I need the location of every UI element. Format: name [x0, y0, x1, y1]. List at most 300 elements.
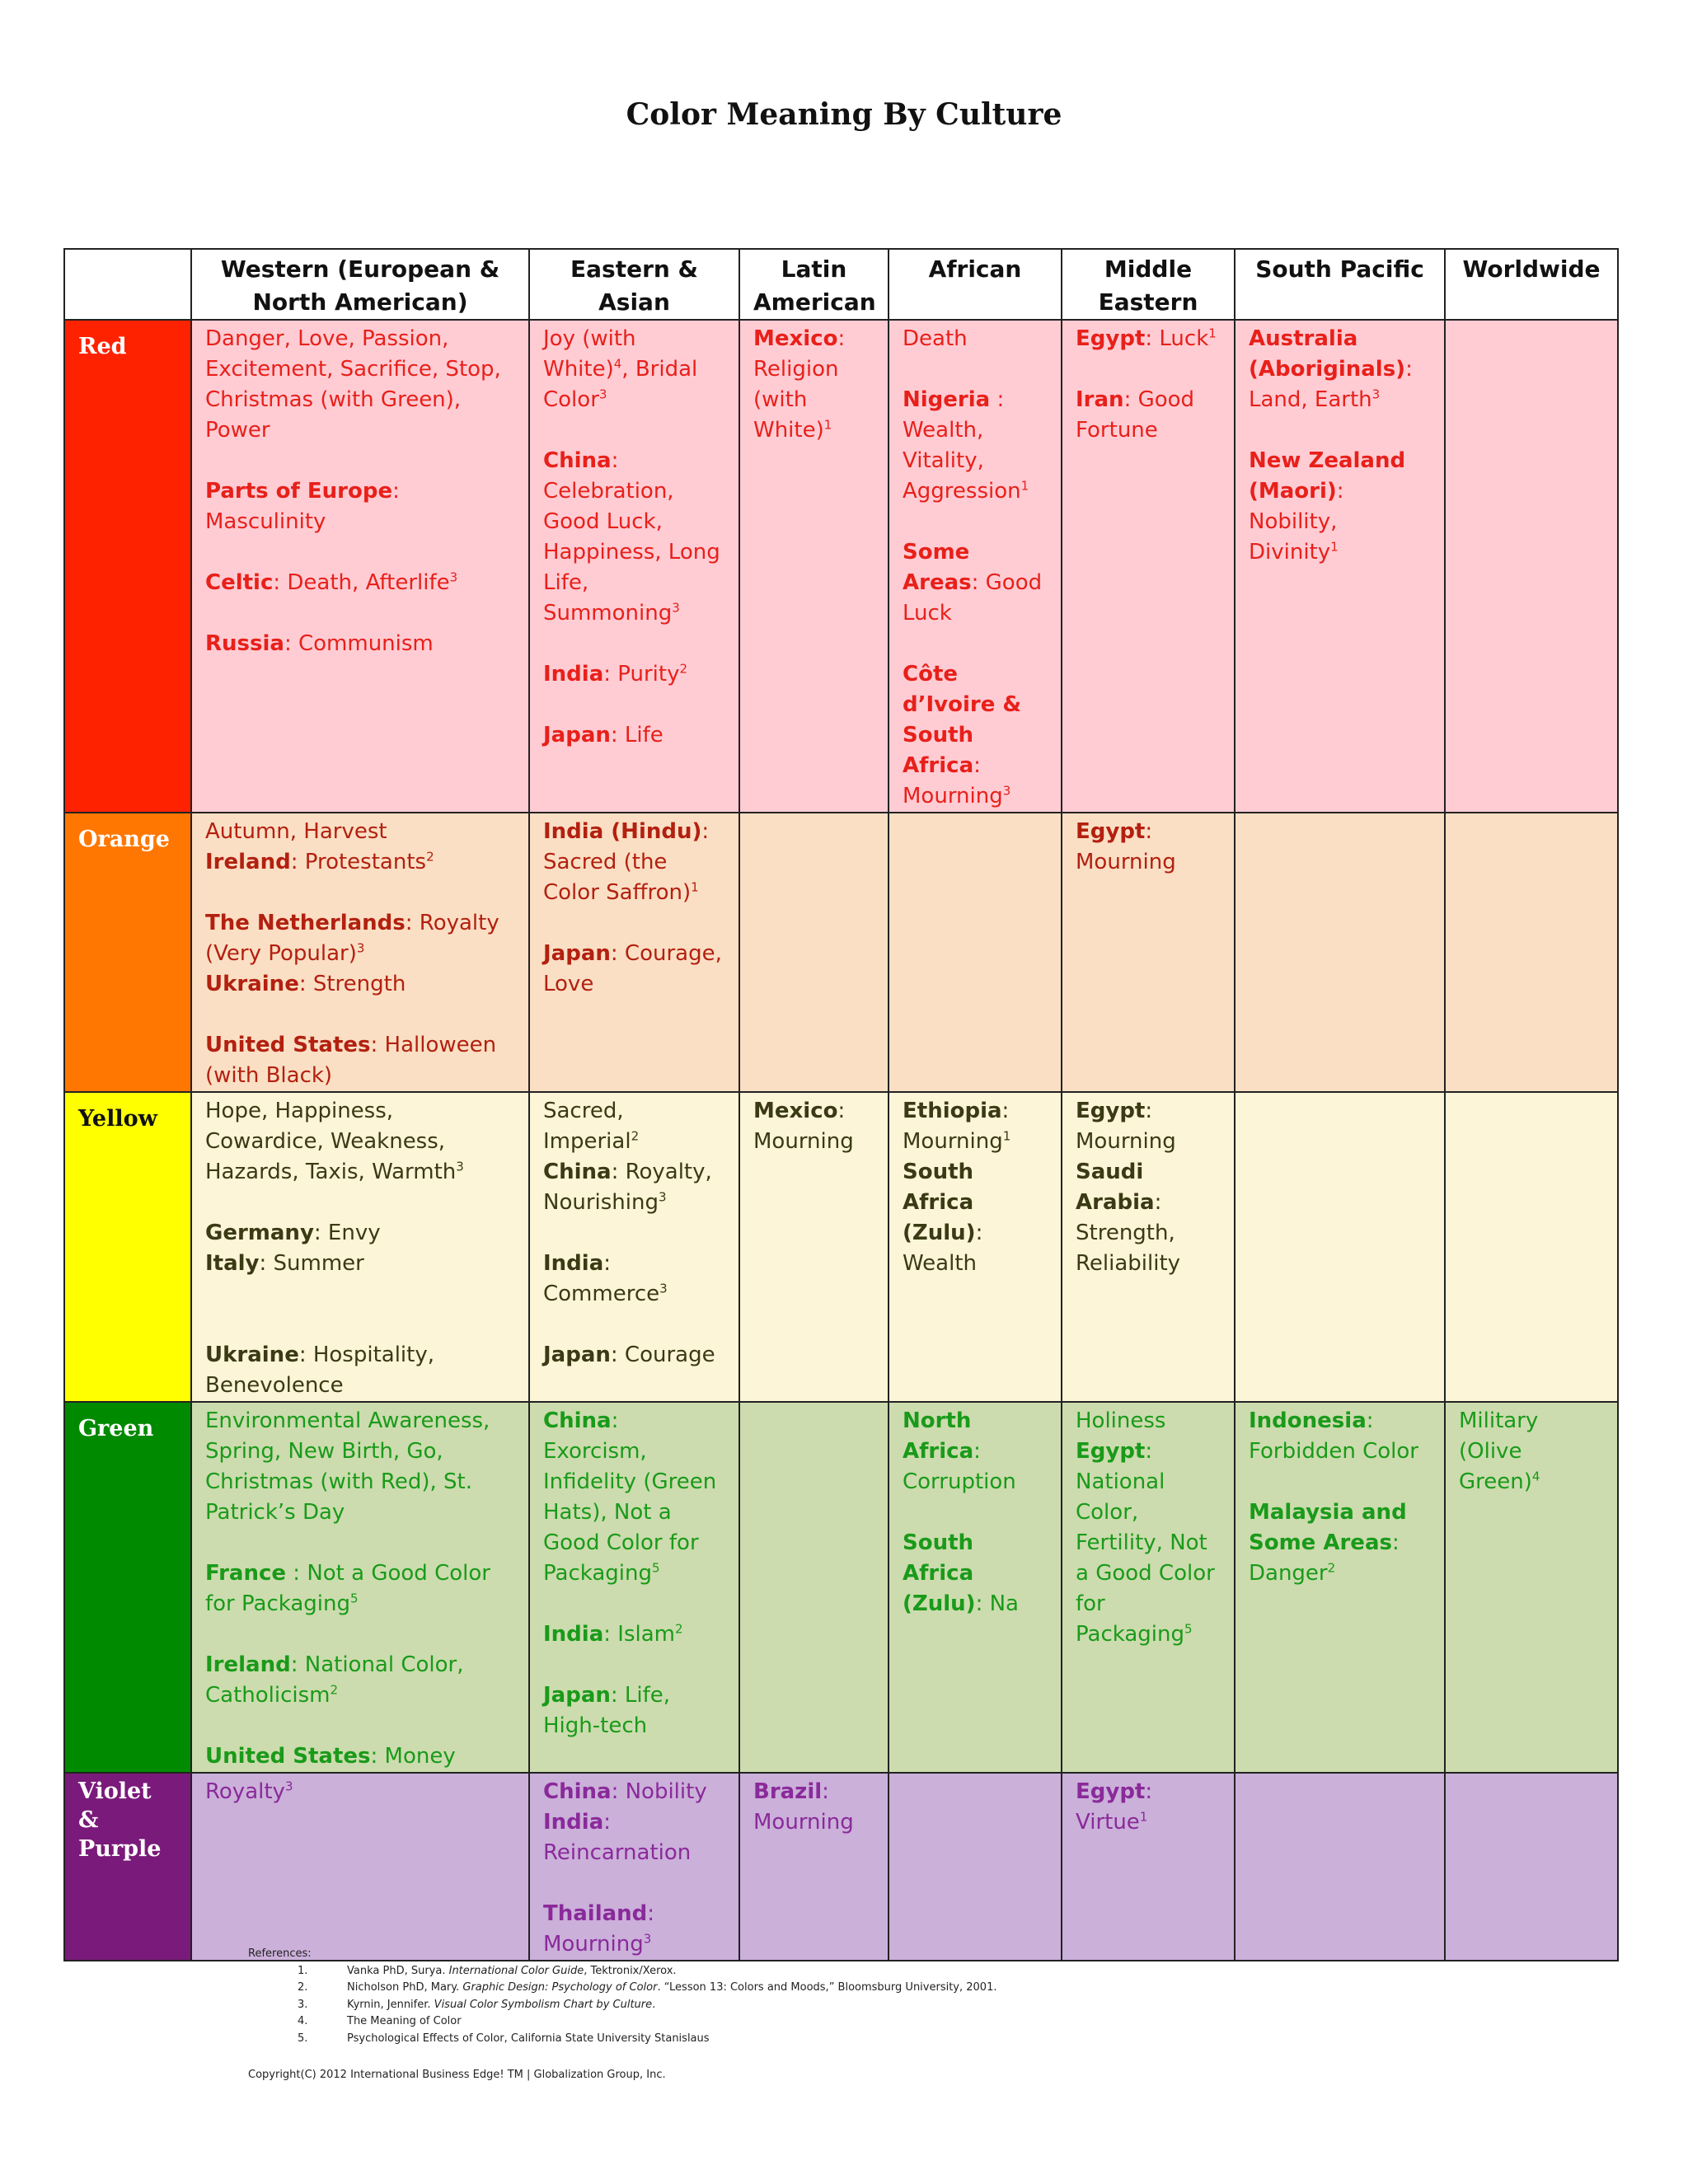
meaning-paragraph [1249, 324, 1431, 415]
meaning-text: : Mourning [543, 1901, 655, 1957]
meaning-paragraph [903, 1406, 1048, 1497]
meaning-cell [191, 1402, 529, 1773]
meaning-text: : Wealth [903, 1221, 983, 1276]
footnote-ref: 2 [426, 849, 434, 865]
meaning-cell [739, 1402, 889, 1773]
meaning-paragraph [205, 476, 515, 537]
meaning-paragraph [903, 1096, 1048, 1157]
footnote-ref: 2 [631, 1128, 640, 1144]
meaning-paragraph [205, 1777, 515, 1807]
meaning-text: : Masculinity [205, 479, 400, 534]
meaning-cell [191, 813, 529, 1092]
paragraph-gap [205, 1310, 515, 1340]
region-name: United States [205, 1033, 371, 1057]
meaning-paragraph [205, 969, 515, 1000]
meaning-paragraph [1249, 1497, 1431, 1589]
meaning-paragraph [903, 385, 1048, 507]
footnote-ref: 3 [598, 387, 607, 402]
color-row-yellow [64, 1092, 1618, 1402]
meaning-cell [191, 1092, 529, 1402]
footnote-ref: 3 [658, 1189, 667, 1205]
meaning-text: : Mourning [753, 1099, 854, 1154]
region-name: Japan [543, 723, 611, 748]
reference-part: , Tektronix/Xerox. [584, 1964, 677, 1977]
copyright-notice: Copyright(C) 2012 International Business Edge! TM | Globalization Group, Inc. [248, 2069, 666, 2081]
reference-part: . “Lesson 13: Colors and Moods,” Bloomsburg University, 2001. [657, 1981, 997, 1994]
reference-text [347, 2031, 710, 2048]
meaning-cell [1062, 320, 1235, 813]
meaning-paragraph [1076, 324, 1221, 354]
footnote-ref: 1 [1002, 1128, 1011, 1144]
footnote-ref: 1 [1330, 539, 1339, 555]
meaning-paragraph [543, 1096, 725, 1157]
meaning-text: : Mourning [753, 1779, 854, 1835]
footnote-ref: 1 [1208, 326, 1217, 341]
meaning-cell [1235, 813, 1445, 1092]
region-name: Brazil [753, 1779, 823, 1804]
footnote-ref: 3 [456, 1159, 464, 1174]
meaning-cell [889, 1402, 1062, 1773]
paragraph-gap [205, 1528, 515, 1558]
reference-item [248, 1997, 996, 2014]
meaning-paragraph [543, 1619, 725, 1650]
meaning-cell [529, 1773, 739, 1961]
footnote-ref: 1 [823, 417, 832, 433]
reference-number: 2. [298, 1981, 308, 1994]
region-name: Côte d’Ivoire & South Africa [903, 662, 1022, 778]
meaning-text: Environmental Awareness, Spring, New Birth, Go, Christmas (with Red), St. Patrick’s Day [205, 1408, 490, 1525]
meaning-text: : Virtue [1076, 1779, 1153, 1835]
footnote-ref: 3 [356, 940, 365, 956]
meaning-text: : Celebration, Good Luck, Happiness, Long Life, Summoning [543, 448, 720, 626]
reference-number: 3. [298, 1998, 308, 2011]
region-name: Germany [205, 1221, 314, 1245]
reference-item [248, 2013, 996, 2031]
meaning-text: : Religion (with White) [753, 326, 846, 443]
meaning-text: : Royalty, Nourishing [543, 1160, 712, 1215]
paragraph-gap [903, 507, 1048, 537]
reference-part: The Meaning of Color [347, 2015, 462, 2027]
meaning-text: : Courage [610, 1343, 715, 1367]
meaning-cell [1062, 813, 1235, 1092]
footnote-ref: 2 [1327, 1560, 1336, 1576]
meaning-paragraph [543, 939, 725, 1000]
meaning-text: : Courage, Love [543, 941, 722, 996]
meaning-cell [1445, 1773, 1618, 1961]
meaning-text: : Strength, Reliability [1076, 1190, 1181, 1276]
reference-number: 4. [298, 2015, 308, 2027]
meaning-paragraph [753, 1777, 874, 1838]
paragraph-gap [543, 908, 725, 939]
footnote-ref: 3 [284, 1779, 293, 1794]
region-name: Some Areas [903, 540, 972, 595]
region-name: Japan [543, 941, 611, 966]
footnote-ref: 2 [675, 1621, 683, 1637]
column-header-south-pacific: South Pacific [1235, 249, 1445, 320]
meaning-paragraph [543, 446, 725, 629]
column-header-middle-eastern: Middle Eastern [1062, 249, 1235, 320]
meaning-paragraph [543, 659, 725, 690]
meaning-text: : Mourning [903, 1099, 1010, 1154]
meaning-paragraph [1459, 1406, 1604, 1497]
meaning-text: Death [903, 326, 968, 351]
reference-number: 5. [298, 2032, 308, 2045]
meaning-text: : Mourning [903, 753, 1003, 808]
region-name: Nigeria [903, 387, 991, 412]
region-name: Japan [543, 1343, 611, 1367]
footnote-ref: 1 [1020, 478, 1029, 494]
meaning-text: : Forbidden Color [1249, 1408, 1418, 1464]
region-name: China [543, 448, 612, 473]
paragraph-gap [903, 354, 1048, 385]
reference-item [248, 1980, 996, 1997]
region-name: North Africa [903, 1408, 974, 1464]
meaning-paragraph [205, 1741, 515, 1772]
meaning-text: Sacred, Imperial [543, 1099, 631, 1154]
header-row [64, 249, 1618, 320]
meaning-paragraph [543, 1680, 725, 1741]
meaning-text: : Good Luck [903, 570, 1043, 626]
region-name: Russia [205, 631, 284, 656]
paragraph-gap [543, 1218, 725, 1249]
meaning-cell [1062, 1402, 1235, 1773]
paragraph-gap [205, 878, 515, 908]
region-name: Malaysia and Some Areas [1249, 1500, 1407, 1555]
region-name: Ireland [205, 850, 291, 874]
meaning-paragraph [205, 1340, 515, 1401]
meaning-paragraph [205, 1406, 515, 1528]
region-name: Egypt [1076, 326, 1146, 351]
region-name: Iran [1076, 387, 1124, 412]
meaning-paragraph [1249, 446, 1431, 568]
region-name: China [543, 1160, 612, 1184]
region-name: India [543, 1622, 604, 1647]
footnote-ref: 3 [1002, 783, 1011, 799]
footnote-ref: 3 [449, 569, 458, 585]
corner-cell [64, 249, 191, 320]
paragraph-gap [205, 1279, 515, 1310]
paragraph-gap [205, 1619, 515, 1650]
reference-part: Psychological Effects of Color, California State University Stanislaus [347, 2032, 710, 2045]
paragraph-gap [543, 629, 725, 659]
references-list [248, 1963, 996, 2048]
reference-part: Vanka PhD, Surya. [347, 1964, 449, 1977]
meaning-paragraph [543, 720, 725, 751]
meaning-cell [191, 1773, 529, 1961]
meaning-cell [529, 1092, 739, 1402]
region-name: India (Hindu) [543, 819, 702, 844]
region-name: Egypt [1076, 819, 1146, 844]
meaning-text: : Royalty (Very Popular) [205, 911, 499, 966]
paragraph-gap [1249, 1467, 1431, 1497]
meaning-paragraph [205, 847, 515, 878]
meaning-text: : Commerce [543, 1251, 660, 1306]
footnote-ref: 4 [1531, 1469, 1540, 1484]
reference-text [347, 1997, 655, 2014]
paragraph-gap [543, 690, 725, 720]
meaning-cell [1235, 1773, 1445, 1961]
meaning-paragraph [903, 537, 1048, 629]
color-row-orange [64, 813, 1618, 1092]
meaning-cell [1235, 1402, 1445, 1773]
region-name: Ukraine [205, 972, 299, 996]
column-header-african: African [889, 249, 1062, 320]
meaning-paragraph [543, 1340, 725, 1371]
paragraph-gap [543, 415, 725, 446]
meaning-paragraph [543, 1249, 725, 1310]
footnote-ref: 1 [1139, 1809, 1148, 1825]
footnote-ref: 3 [672, 600, 680, 616]
paragraph-gap [543, 1868, 725, 1899]
region-name: Celtic [205, 570, 274, 595]
region-name: Parts of Europe [205, 479, 393, 504]
references-heading: References: [248, 1947, 312, 1960]
reference-text [347, 1963, 677, 1980]
region-name: India [543, 1251, 604, 1276]
color-label-red: Red [64, 320, 191, 813]
meaning-text: : Summer [259, 1251, 364, 1276]
meaning-text: : Strength [298, 972, 406, 996]
footnote-ref: 3 [1372, 387, 1381, 402]
footnote-ref: 2 [679, 661, 688, 677]
column-header-western-european-north-american: Western (European & North American) [191, 249, 529, 320]
meaning-text: : Not a Good Color for Packaging [205, 1561, 490, 1616]
meaning-text: Autumn, Harvest [205, 819, 387, 844]
meaning-text: : Luck [1145, 326, 1209, 351]
paragraph-gap [205, 537, 515, 568]
meaning-text: , Bridal Color [543, 357, 698, 412]
footnote-ref: 5 [651, 1560, 660, 1576]
meaning-cell [1235, 320, 1445, 813]
meaning-cell [739, 813, 889, 1092]
region-name: Ethiopia [903, 1099, 1002, 1123]
meaning-cell [889, 320, 1062, 813]
meaning-cell [529, 813, 739, 1092]
meaning-cell [739, 320, 889, 813]
color-label-violet-purple: Violet & Purple [64, 1773, 191, 1961]
meaning-paragraph [205, 1558, 515, 1619]
meaning-paragraph [543, 1157, 725, 1218]
meaning-paragraph [543, 1777, 725, 1807]
meaning-paragraph [205, 1096, 515, 1188]
meaning-text: : Death, Afterlife [273, 570, 450, 595]
meaning-text: : Life, High-tech [543, 1683, 671, 1738]
region-name: France [205, 1561, 287, 1586]
region-name: Saudi Arabia [1076, 1160, 1155, 1215]
color-label-green: Green [64, 1402, 191, 1773]
meaning-text: : Wealth, Vitality, Aggression [903, 387, 1021, 504]
meaning-paragraph [903, 324, 1048, 354]
region-name: Egypt [1076, 1099, 1146, 1123]
region-name: The Netherlands [205, 911, 406, 935]
reference-title: International Color Guide [448, 1964, 584, 1977]
meaning-text: : Islam [603, 1622, 675, 1647]
paragraph-gap [543, 1310, 725, 1340]
meaning-paragraph [1076, 817, 1221, 878]
meaning-paragraph [903, 659, 1048, 812]
meaning-paragraph [1249, 1406, 1431, 1467]
footnote-ref: 1 [691, 879, 699, 895]
region-name: Ireland [205, 1652, 291, 1677]
paragraph-gap [1076, 354, 1221, 385]
paragraph-gap [543, 1650, 725, 1680]
meaning-text: Joy (with White) [543, 326, 636, 382]
meaning-text: Royalty [205, 1779, 285, 1804]
reference-item [248, 2031, 996, 2048]
meaning-paragraph [205, 1030, 515, 1091]
region-name: Australia (Aboriginals) [1249, 326, 1406, 382]
meaning-paragraph [205, 1650, 515, 1711]
meaning-text: : Nobility [611, 1779, 707, 1804]
meaning-cell [191, 320, 529, 813]
page-title: Color Meaning By Culture [626, 97, 1062, 132]
reference-part: Nicholson PhD, Mary. [347, 1981, 463, 1994]
meaning-cell [1235, 1092, 1445, 1402]
region-name: New Zealand (Maori) [1249, 448, 1406, 504]
reference-text [347, 1980, 996, 1997]
references [248, 1946, 996, 2047]
meaning-cell [739, 1092, 889, 1402]
meaning-paragraph [903, 1528, 1048, 1619]
meaning-paragraph [205, 629, 515, 659]
region-name: China [543, 1408, 612, 1433]
region-name: Italy [205, 1251, 260, 1276]
paragraph-gap [205, 1000, 515, 1030]
paragraph-gap [543, 1589, 725, 1619]
meaning-cell [1445, 1402, 1618, 1773]
reference-part: Kyrnin, Jennifer. [347, 1998, 434, 2011]
meaning-cell [1445, 813, 1618, 1092]
meaning-text: : Money [370, 1744, 456, 1769]
meaning-paragraph [543, 324, 725, 415]
meaning-cell [889, 1092, 1062, 1402]
footnote-ref: 2 [330, 1682, 339, 1698]
color-label-orange: Orange [64, 813, 191, 1092]
meaning-paragraph [753, 1096, 874, 1157]
meaning-paragraph [205, 908, 515, 969]
meaning-text: : Communism [284, 631, 434, 656]
footnote-ref: 5 [350, 1591, 359, 1606]
meaning-text: Danger, Love, Passion, Excitement, Sacrifice, Stop, Christmas (with Green), Power [205, 326, 501, 443]
region-name: Indonesia [1249, 1408, 1367, 1433]
meaning-text: : Halloween (with Black) [205, 1033, 497, 1088]
footnote-ref: 3 [659, 1281, 668, 1296]
meaning-text: : Mourning [1076, 819, 1176, 874]
meaning-text: : Hospitality, Benevolence [205, 1343, 435, 1398]
region-name: Ukraine [205, 1343, 299, 1367]
region-name: Mexico [753, 326, 838, 351]
color-row-green [64, 1402, 1618, 1773]
meaning-paragraph [1076, 1157, 1221, 1279]
meaning-paragraph [1076, 1406, 1221, 1436]
reference-part: . [652, 1998, 656, 2011]
footnote-ref: 3 [643, 1931, 652, 1947]
meaning-cell [1062, 1092, 1235, 1402]
color-meaning-table [63, 248, 1619, 1961]
region-name: Thailand [543, 1901, 648, 1926]
meaning-paragraph [1076, 1777, 1221, 1838]
color-row-red [64, 320, 1618, 813]
meaning-paragraph [1076, 1096, 1221, 1157]
reference-item [248, 1963, 996, 1980]
meaning-text: : Sacred (the Color Saffron) [543, 819, 710, 905]
region-name: Mexico [753, 1099, 838, 1123]
region-name: United States [205, 1744, 371, 1769]
meaning-text: Military (Olive Green) [1459, 1408, 1539, 1494]
meaning-cell [1445, 1092, 1618, 1402]
reference-title: Visual Color Symbolism Chart by Culture [434, 1998, 653, 2011]
color-label-yellow: Yellow [64, 1092, 191, 1402]
meaning-cell [529, 1402, 739, 1773]
meaning-text: : Mourning [1076, 1099, 1176, 1154]
paragraph-gap [1249, 415, 1431, 446]
meaning-cell [889, 813, 1062, 1092]
color-row-violet-purple [64, 1773, 1618, 1961]
reference-title: Graphic Design: Psychology of Color [462, 1981, 658, 1994]
meaning-paragraph [205, 324, 515, 446]
meaning-cell [529, 320, 739, 813]
meaning-text: : Good Fortune [1076, 387, 1195, 443]
meaning-paragraph [543, 1807, 725, 1868]
region-name: South Africa (Zulu) [903, 1160, 976, 1245]
meaning-text: : National Color, Catholicism [205, 1652, 464, 1708]
meaning-text: : Exorcism, Infidelity (Green Hats), Not a Good Color for Packaging [543, 1408, 717, 1586]
paragraph-gap [903, 629, 1048, 659]
meaning-text: : Purity [603, 662, 680, 687]
column-header-eastern-asian: Eastern & Asian [529, 249, 739, 320]
meaning-text: : Land, Earth [1249, 357, 1413, 412]
reference-number: 1. [298, 1964, 308, 1977]
paragraph-gap [205, 1188, 515, 1218]
meaning-text: : Na [975, 1591, 1019, 1616]
meaning-text: Holiness [1076, 1408, 1166, 1433]
meaning-paragraph [543, 1406, 725, 1589]
meaning-text: : Corruption [903, 1439, 1016, 1494]
paragraph-gap [205, 598, 515, 629]
region-name: India [543, 1810, 604, 1835]
column-header-latin-american: Latin American [739, 249, 889, 320]
reference-text [347, 2013, 462, 2031]
meaning-text: : Danger [1249, 1530, 1400, 1586]
meaning-paragraph [1076, 1436, 1221, 1650]
region-name: South Africa (Zulu) [903, 1530, 976, 1616]
meaning-text: : Nobility, Divinity [1249, 479, 1344, 565]
region-name: India [543, 662, 604, 687]
meaning-text: Hope, Happiness, Cowardice, Weakness, Hazards, Taxis, Warmth [205, 1099, 457, 1184]
footnote-ref: 4 [613, 356, 622, 372]
meaning-cell [889, 1773, 1062, 1961]
meaning-cell [1062, 1773, 1235, 1961]
meaning-text: : Reincarnation [543, 1810, 692, 1865]
meaning-paragraph [205, 568, 515, 598]
meaning-cell [739, 1773, 889, 1961]
meaning-paragraph [543, 817, 725, 908]
meaning-text: : National Color, Fertility, Not a Good Color for Packaging [1076, 1439, 1215, 1647]
meaning-paragraph [205, 1218, 515, 1249]
region-name: China [543, 1779, 612, 1804]
meaning-paragraph [205, 817, 515, 847]
meaning-text: : Life [610, 723, 663, 748]
meaning-text: : Envy [313, 1221, 381, 1245]
footnote-ref: 5 [1184, 1621, 1193, 1637]
meaning-paragraph [753, 324, 874, 446]
column-header-worldwide: Worldwide [1445, 249, 1618, 320]
meaning-paragraph [205, 1249, 515, 1279]
region-name: Japan [543, 1683, 611, 1708]
meaning-paragraph [1076, 385, 1221, 446]
meaning-text: : Protestants [290, 850, 427, 874]
meaning-cell [1445, 320, 1618, 813]
